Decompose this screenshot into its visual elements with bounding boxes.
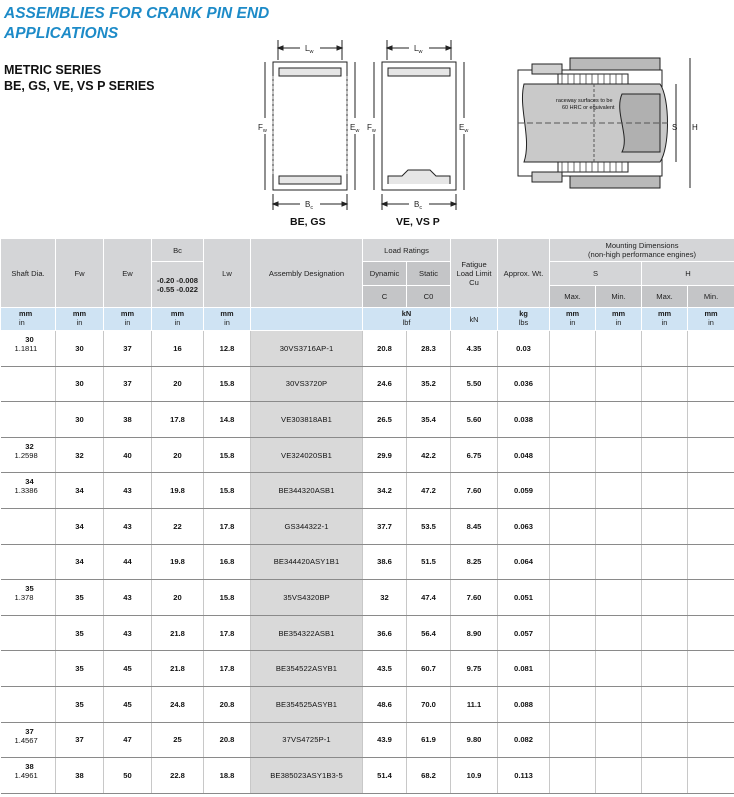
table-row — [1, 580, 734, 616]
cell-fw: 35 — [56, 580, 104, 616]
cell-weight: 0.03 — [498, 331, 550, 367]
cell-lw: 16.8 — [204, 544, 251, 580]
cell-c0: 47.2 — [407, 473, 451, 509]
cell-lw: 17.8 — [204, 508, 251, 544]
cell-s-max — [550, 331, 596, 367]
cell-bc: 20 — [152, 580, 204, 616]
cell-bc: 20 — [152, 366, 204, 402]
cell-bc: 24.8 — [152, 686, 204, 722]
cell-fw: 30 — [56, 402, 104, 438]
cell-fw: 30 — [56, 331, 104, 367]
unit-fw: mm in — [56, 308, 104, 331]
cell-cu: 9.80 — [451, 722, 498, 758]
cell-lw: 17.8 — [204, 651, 251, 687]
cell-h-max — [642, 686, 688, 722]
cell-h-max — [642, 722, 688, 758]
cell-fw: 35 — [56, 651, 104, 687]
table-row — [1, 402, 734, 438]
cell-weight: 0.113 — [498, 758, 550, 794]
table-body — [1, 331, 734, 794]
cell-shaft-dia — [1, 366, 56, 402]
unit-lw: mm in — [204, 308, 251, 331]
cell-ew: 40 — [104, 437, 152, 473]
col-c0: C0 — [407, 286, 451, 308]
cell-h-min — [688, 758, 734, 794]
table-row — [1, 437, 734, 473]
unit-fatigue: kN — [451, 308, 498, 331]
subtitle-line-2: BE, GS, VE, VS P SERIES — [4, 79, 155, 93]
install-s-label: S — [672, 123, 678, 132]
cell-bc: 21.8 — [152, 651, 204, 687]
cell-fw: 37 — [56, 722, 104, 758]
cell-s-min — [596, 402, 642, 438]
cell-shaft-dia — [1, 402, 56, 438]
cell-lw: 20.8 — [204, 722, 251, 758]
be-ew-label: $E_w$ — [350, 123, 360, 134]
cell-c: 43.9 — [363, 722, 407, 758]
cell-designation: VE324020SB1 — [251, 437, 363, 473]
cell-bc: 16 — [152, 331, 204, 367]
unit-assembly — [251, 308, 363, 331]
cell-c: 51.4 — [363, 758, 407, 794]
cell-weight: 0.088 — [498, 686, 550, 722]
table-row — [1, 331, 734, 367]
col-mounting — [550, 239, 734, 262]
cell-h-min — [688, 651, 734, 687]
cell-ew: 43 — [104, 508, 152, 544]
cell-ew: 43 — [104, 473, 152, 509]
cell-ew: 44 — [104, 544, 152, 580]
cell-designation: BE354322ASB1 — [251, 615, 363, 651]
ve-bc-label: $B_c$ — [414, 200, 423, 210]
cell-designation: 30VS3720P — [251, 366, 363, 402]
cell-designation: GS344322-1 — [251, 508, 363, 544]
col-assembly: Assembly Designation — [251, 239, 363, 308]
cell-ew: 50 — [104, 758, 152, 794]
cell-c: 32 — [363, 580, 407, 616]
cell-cu: 7.60 — [451, 473, 498, 509]
cell-designation: BE344420ASY1B1 — [251, 544, 363, 580]
cell-s-max — [550, 580, 596, 616]
cell-designation: BE354525ASYB1 — [251, 686, 363, 722]
cell-h-max — [642, 331, 688, 367]
cell-cu: 10.9 — [451, 758, 498, 794]
cell-ew: 37 — [104, 331, 152, 367]
cell-fw: 35 — [56, 686, 104, 722]
cell-bc: 19.8 — [152, 544, 204, 580]
cell-ew: 38 — [104, 402, 152, 438]
cell-cu: 5.60 — [451, 402, 498, 438]
crank-pin-installation-drawing — [510, 48, 700, 198]
cell-weight: 0.048 — [498, 437, 550, 473]
cell-bc: 19.8 — [152, 473, 204, 509]
cell-c0: 28.3 — [407, 331, 451, 367]
install-note-line-2: 60 HRC or equivalent — [562, 105, 615, 111]
cell-h-min — [688, 366, 734, 402]
cell-h-max — [642, 402, 688, 438]
cell-ew: 43 — [104, 580, 152, 616]
unit-h-max: mm in — [642, 308, 688, 331]
table-row — [1, 544, 734, 580]
bc-tol-1: -0.20 -0.008 — [157, 275, 198, 285]
cell-c: 37.7 — [363, 508, 407, 544]
install-note-line-1: raceway surfaces to be — [556, 98, 613, 104]
table-row — [1, 473, 734, 509]
cell-s-min — [596, 651, 642, 687]
cell-cu: 4.35 — [451, 331, 498, 367]
table-row — [1, 366, 734, 402]
cell-fw: 34 — [56, 544, 104, 580]
cell-s-min — [596, 686, 642, 722]
table-row — [1, 508, 734, 544]
unit-s-min: mm in — [596, 308, 642, 331]
cell-fw: 34 — [56, 473, 104, 509]
cell-bc: 20 — [152, 437, 204, 473]
cell-bc: 22 — [152, 508, 204, 544]
col-static: Static — [407, 262, 451, 286]
cell-h-min — [688, 580, 734, 616]
cell-lw: 17.8 — [204, 615, 251, 651]
unit-shaft: mm in — [1, 308, 56, 331]
cell-weight: 0.063 — [498, 508, 550, 544]
cell-shaft-dia: 32 1.2598 — [1, 437, 56, 473]
cell-lw: 15.8 — [204, 366, 251, 402]
table-row — [1, 722, 734, 758]
cell-cu: 6.75 — [451, 437, 498, 473]
table-row — [1, 686, 734, 722]
cell-h-max — [642, 651, 688, 687]
cell-designation: 35VS4320BP — [251, 580, 363, 616]
col-fw: Fw — [56, 239, 104, 308]
cell-s-min — [596, 473, 642, 509]
cell-h-min — [688, 615, 734, 651]
subtitle-line-1: METRIC SERIES — [4, 63, 102, 77]
cell-shaft-dia — [1, 508, 56, 544]
cell-c0: 47.4 — [407, 580, 451, 616]
install-h-label: H — [692, 123, 698, 132]
cell-weight: 0.082 — [498, 722, 550, 758]
cell-s-max — [550, 686, 596, 722]
cell-h-min — [688, 402, 734, 438]
be-fw-label: $F_w$ — [258, 123, 267, 134]
cell-shaft-dia: 30 1.1811 — [1, 331, 56, 367]
cell-cu: 8.45 — [451, 508, 498, 544]
col-fatigue: Fatigue Load Limit Cu — [451, 239, 498, 308]
cell-ew: 43 — [104, 615, 152, 651]
cell-lw: 20.8 — [204, 686, 251, 722]
col-c: C — [363, 286, 407, 308]
cell-fw: 32 — [56, 437, 104, 473]
cell-designation: 37VS4725P-1 — [251, 722, 363, 758]
cell-shaft-dia — [1, 651, 56, 687]
cell-ew: 45 — [104, 686, 152, 722]
table-row — [1, 758, 734, 794]
cell-weight: 0.064 — [498, 544, 550, 580]
cell-c: 24.6 — [363, 366, 407, 402]
be-lw-label: $L_w$ — [305, 44, 314, 55]
cell-designation: BE344320ASB1 — [251, 473, 363, 509]
cell-designation: 30VS3716AP-1 — [251, 331, 363, 367]
cell-weight: 0.081 — [498, 651, 550, 687]
cell-c: 48.6 — [363, 686, 407, 722]
cell-fw: 34 — [56, 508, 104, 544]
cell-c: 43.5 — [363, 651, 407, 687]
cell-h-max — [642, 544, 688, 580]
cell-shaft-dia: 35 1.378 — [1, 580, 56, 616]
bc-tol-2: -0.55 -0.022 — [157, 284, 198, 294]
table-row — [1, 615, 734, 651]
cell-h-max — [642, 437, 688, 473]
unit-load: kN lbf — [363, 308, 451, 331]
cell-c0: 35.4 — [407, 402, 451, 438]
col-h: H — [642, 262, 734, 286]
cell-s-max — [550, 508, 596, 544]
cell-s-min — [596, 508, 642, 544]
units-row — [1, 308, 734, 331]
cell-s-min — [596, 437, 642, 473]
cell-lw: 15.8 — [204, 473, 251, 509]
cell-bc: 25 — [152, 722, 204, 758]
cell-weight: 0.051 — [498, 580, 550, 616]
cell-ew: 45 — [104, 651, 152, 687]
cell-cu: 8.25 — [451, 544, 498, 580]
cell-c0: 35.2 — [407, 366, 451, 402]
col-s-min: Min. — [596, 286, 642, 308]
cell-weight: 0.038 — [498, 402, 550, 438]
unit-weight: kg lbs — [498, 308, 550, 331]
cell-lw: 15.8 — [204, 580, 251, 616]
col-s-max: Max. — [550, 286, 596, 308]
cell-h-min — [688, 544, 734, 580]
table-row — [1, 651, 734, 687]
cell-shaft-dia: 34 1.3386 — [1, 473, 56, 509]
ve-ew-label: $E_w$ — [459, 123, 469, 134]
cell-cu: 8.90 — [451, 615, 498, 651]
cell-bc: 22.8 — [152, 758, 204, 794]
cell-h-min — [688, 686, 734, 722]
cell-c0: 70.0 — [407, 686, 451, 722]
cell-designation: BE385023ASY1B3-5 — [251, 758, 363, 794]
col-lw: Lw — [204, 239, 251, 308]
series-subtitle — [4, 62, 155, 94]
cell-weight: 0.057 — [498, 615, 550, 651]
cell-s-min — [596, 722, 642, 758]
ve-vsp-caption: VE, VS P — [396, 216, 440, 228]
cell-bc: 21.8 — [152, 615, 204, 651]
cell-cu: 7.60 — [451, 580, 498, 616]
cell-designation: VE303818AB1 — [251, 402, 363, 438]
cell-cu: 9.75 — [451, 651, 498, 687]
cell-h-min — [688, 722, 734, 758]
specification-table — [0, 238, 734, 794]
title-line-2: APPLICATIONS — [4, 25, 119, 42]
cell-s-min — [596, 366, 642, 402]
cell-c: 36.6 — [363, 615, 407, 651]
cell-ew: 47 — [104, 722, 152, 758]
cell-c0: 68.2 — [407, 758, 451, 794]
cell-s-min — [596, 758, 642, 794]
be-gs-caption: BE, GS — [290, 216, 326, 228]
col-bc-tolerance — [152, 262, 204, 308]
cell-lw: 12.8 — [204, 331, 251, 367]
be-gs-bearing-drawing — [255, 38, 365, 210]
cell-c: 29.9 — [363, 437, 407, 473]
col-dynamic: Dynamic — [363, 262, 407, 286]
col-load-ratings: Load Ratings — [363, 239, 451, 262]
cell-c: 26.5 — [363, 402, 407, 438]
cell-h-max — [642, 615, 688, 651]
cell-shaft-dia — [1, 686, 56, 722]
cell-h-min — [688, 473, 734, 509]
cell-lw: 14.8 — [204, 402, 251, 438]
col-s: S — [550, 262, 642, 286]
col-h-min: Min. — [688, 286, 734, 308]
cell-s-max — [550, 402, 596, 438]
cell-s-min — [596, 580, 642, 616]
cell-h-max — [642, 758, 688, 794]
cell-s-min — [596, 544, 642, 580]
cell-h-max — [642, 580, 688, 616]
col-weight: Approx. Wt. — [498, 239, 550, 308]
cell-s-min — [596, 615, 642, 651]
unit-ew: mm in — [104, 308, 152, 331]
cell-shaft-dia — [1, 615, 56, 651]
ve-vsp-bearing-drawing — [364, 38, 474, 210]
cell-fw: 38 — [56, 758, 104, 794]
title-line-1: ASSEMBLIES FOR CRANK PIN END — [4, 5, 270, 22]
col-shaft-dia: Shaft Dia. — [1, 239, 56, 308]
cell-h-max — [642, 508, 688, 544]
cell-shaft-dia: 38 1.4961 — [1, 758, 56, 794]
col-ew: Ew — [104, 239, 152, 308]
cell-lw: 18.8 — [204, 758, 251, 794]
cell-c0: 61.9 — [407, 722, 451, 758]
col-bc: Bc — [152, 239, 204, 262]
cell-c: 20.8 — [363, 331, 407, 367]
cell-s-max — [550, 722, 596, 758]
cell-s-max — [550, 651, 596, 687]
cell-designation: BE354522ASYB1 — [251, 651, 363, 687]
cell-h-min — [688, 508, 734, 544]
cell-h-max — [642, 473, 688, 509]
cell-fw: 30 — [56, 366, 104, 402]
cell-s-max — [550, 473, 596, 509]
mounting-subtitle: (non-high performance engines) — [587, 250, 697, 259]
cell-s-max — [550, 544, 596, 580]
cell-weight: 0.036 — [498, 366, 550, 402]
cell-shaft-dia: 37 1.4567 — [1, 722, 56, 758]
cell-ew: 37 — [104, 366, 152, 402]
page-title — [4, 4, 269, 44]
ve-lw-label: $L_w$ — [414, 44, 423, 55]
cell-s-max — [550, 366, 596, 402]
cell-h-min — [688, 437, 734, 473]
cell-c0: 42.2 — [407, 437, 451, 473]
cell-c: 34.2 — [363, 473, 407, 509]
cell-c0: 53.5 — [407, 508, 451, 544]
unit-s-max: mm in — [550, 308, 596, 331]
cell-c: 38.6 — [363, 544, 407, 580]
cell-c0: 56.4 — [407, 615, 451, 651]
cell-cu: 5.50 — [451, 366, 498, 402]
cell-c0: 51.5 — [407, 544, 451, 580]
col-h-max: Max. — [642, 286, 688, 308]
unit-h-min: mm in — [688, 308, 734, 331]
unit-bc: mm in — [152, 308, 204, 331]
be-bc-label: $B_c$ — [305, 200, 314, 210]
cell-s-max — [550, 437, 596, 473]
cell-weight: 0.059 — [498, 473, 550, 509]
cell-lw: 15.8 — [204, 437, 251, 473]
ve-fw-label: $F_w$ — [367, 123, 376, 134]
mounting-title: Mounting Dimensions — [605, 241, 679, 250]
cell-s-max — [550, 615, 596, 651]
cell-fw: 35 — [56, 615, 104, 651]
cell-s-max — [550, 758, 596, 794]
cell-h-max — [642, 366, 688, 402]
cell-c0: 60.7 — [407, 651, 451, 687]
cell-shaft-dia — [1, 544, 56, 580]
cell-s-min — [596, 331, 642, 367]
cell-bc: 17.8 — [152, 402, 204, 438]
cell-h-min — [688, 331, 734, 367]
cell-cu: 11.1 — [451, 686, 498, 722]
